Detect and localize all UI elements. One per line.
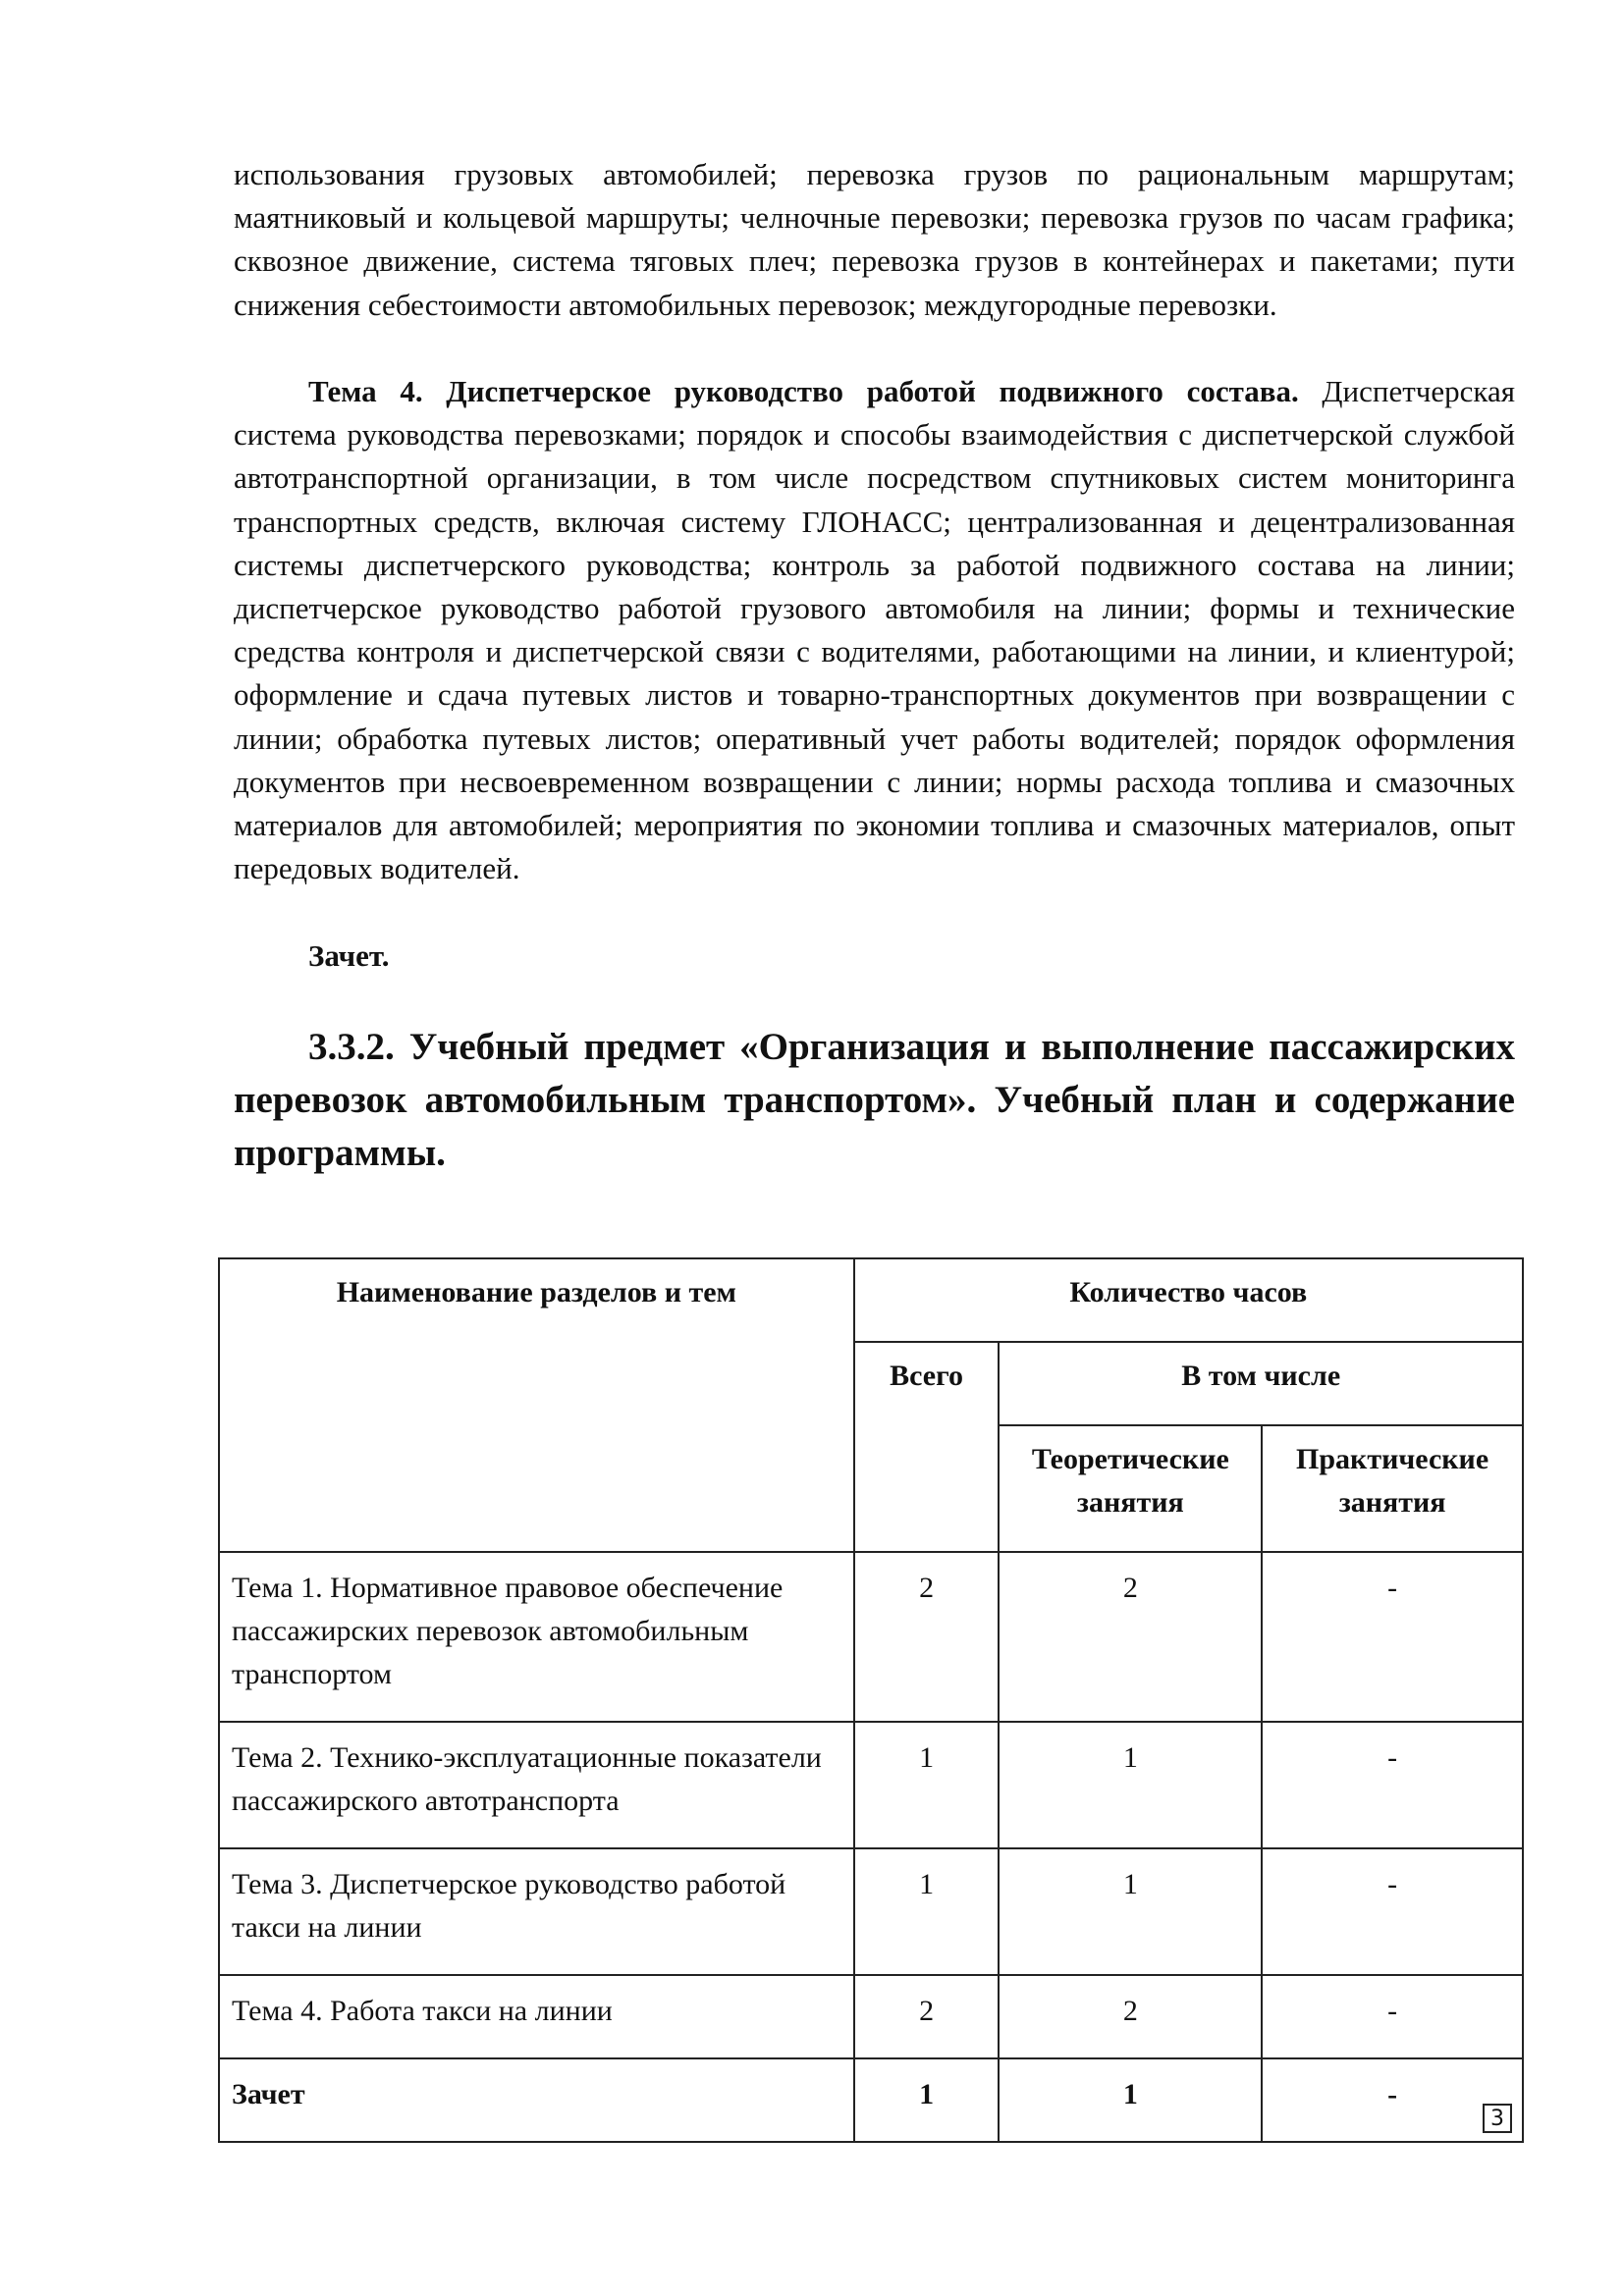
row-topic-name: Тема 1. Нормативное правовое обеспечение пассажирских перевозок автомобильным транспортом	[219, 1552, 854, 1722]
row-total: 1	[854, 1848, 1000, 1975]
header-theory: Теоретические занятия	[999, 1425, 1262, 1552]
row-theory: 2	[999, 1975, 1262, 2058]
header-total: Всего	[854, 1342, 1000, 1552]
paragraph-topic4	[234, 370, 1515, 890]
curriculum-table	[218, 1257, 1524, 2143]
row-topic-name: Тема 2. Технико-эксплуатационные показатели пассажирского автотранспорта	[219, 1722, 854, 1848]
row-practice: -	[1262, 1722, 1523, 1848]
zachet-label: Зачет.	[308, 938, 390, 973]
total-row-practice: -	[1262, 2058, 1523, 2142]
row-total: 2	[854, 1552, 1000, 1722]
table-row	[219, 1975, 1523, 2058]
total-row-theory: 1	[999, 2058, 1262, 2142]
row-topic-name: Тема 3. Диспетчерское руководство работой такси на линии	[219, 1848, 854, 1975]
total-row-total: 1	[854, 2058, 1000, 2142]
row-topic-name: Тема 4. Работа такси на линии	[219, 1975, 854, 2058]
row-practice: -	[1262, 1848, 1523, 1975]
total-row-name: Зачет	[219, 2058, 854, 2142]
row-practice: -	[1262, 1552, 1523, 1722]
header-practice: Практические занятия	[1262, 1425, 1523, 1552]
header-including: В том числе	[999, 1342, 1523, 1425]
row-theory: 1	[999, 1848, 1262, 1975]
table-row	[219, 1848, 1523, 1975]
section-heading: 3.3.2. Учебный предмет «Организация и выполнение пассажирских перевозок автомобильным транспортом». Учебный план и содержание программы.	[234, 1026, 1515, 1174]
table-row	[219, 1722, 1523, 1848]
table-row	[219, 1552, 1523, 1722]
paragraph-topic3-continuation: использования грузовых автомобилей; перевозка грузов по рациональным маршрутам; маятниковый и кольцевой маршруты; челночные перевозки; перевозка грузов по часам графика; сквозное движение, система тяговых плеч; перевозка грузов в контейнерах и пакетами; пути снижения себестоимости автомобильных перевозок; междугородные перевозки.	[234, 157, 1515, 322]
header-topic-name: Наименование разделов и тем	[219, 1258, 854, 1552]
table-total-row	[219, 2058, 1523, 2142]
topic4-body: Диспетчерская система руководства перевозками; порядок и способы взаимодействия с диспетчерской службой автотранспортной организации, в том числе посредством спутниковых систем мониторинга транспортных средств, включая систему ГЛОНАСС; централизованная и децентрализованная системы диспетчерского руководства; контроль за работой подвижного состава на линии; диспетчерское руководство работой грузового автомобиля на линии; формы и технические средства контроля и диспетчерской связи с водителями, работающими на линии, и клиентурой; оформление и сдача путевых листов и товарно-транспортных документов при возвращении с линии; обработка путевых листов; оперативный учет работы водителей; порядок оформления документов при несвоевременном возвращении с линии; нормы расхода топлива и смазочных материалов для автомобилей; мероприятия по экономии топлива и смазочных материалов, опыт передовых водителей.	[234, 374, 1515, 886]
row-total: 1	[854, 1722, 1000, 1848]
page-number: 3	[1483, 2104, 1512, 2133]
row-total: 2	[854, 1975, 1000, 2058]
header-hours: Количество часов	[854, 1258, 1523, 1342]
row-theory: 2	[999, 1552, 1262, 1722]
row-theory: 1	[999, 1722, 1262, 1848]
row-practice: -	[1262, 1975, 1523, 2058]
topic4-title: Тема 4. Диспетчерское руководство работой подвижного состава.	[308, 374, 1299, 408]
